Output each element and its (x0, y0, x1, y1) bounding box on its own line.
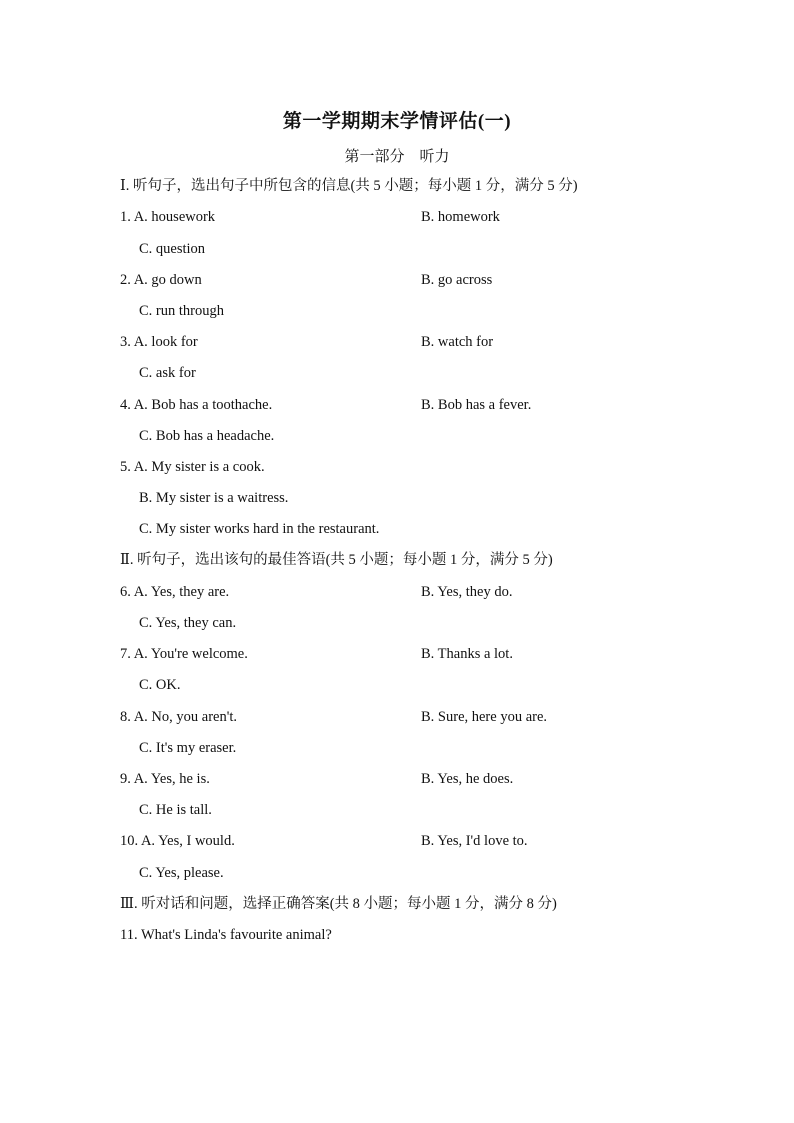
question-4-option-c: C. Bob has a headache. (139, 428, 275, 444)
question-6-option-c: C. Yes, they can. (139, 615, 237, 631)
question-number: 11. (120, 927, 138, 943)
question-10-option-c: C. Yes, please. (139, 865, 224, 881)
question-4-option-b: B. Bob has a fever. (421, 397, 532, 413)
option-a: A. go down (133, 272, 202, 288)
question-number: 3. (120, 334, 131, 350)
question-8-option-b: B. Sure, here you are. (421, 709, 548, 725)
question-10 (120, 832, 235, 850)
question-11 (120, 926, 332, 944)
question-9 (120, 770, 210, 788)
question-number: 4. (120, 397, 131, 413)
option-a: A. Yes, he is. (133, 771, 210, 787)
question-3-option-b: B. watch for (421, 334, 494, 350)
question-5-option-b: B. My sister is a waitress. (139, 490, 289, 506)
question-3 (120, 333, 198, 351)
question-number: 2. (120, 272, 131, 288)
section-heading-i: Ⅰ. 听句子，选出句子中所包含的信息(共 5 小题；每小题 1 分，满分 5 分) (120, 178, 578, 194)
question-number: 6. (120, 584, 131, 600)
option-a: A. No, you aren't. (133, 709, 237, 725)
option-a: A. look for (133, 334, 198, 350)
question-number: 10. (120, 833, 139, 849)
question-number: 9. (120, 771, 131, 787)
question-7-option-c: C. OK. (139, 677, 181, 693)
question-8 (120, 708, 237, 726)
question-2 (120, 271, 202, 289)
option-a: A. housework (133, 209, 216, 225)
question-number: 8. (120, 709, 131, 725)
question-number: 7. (120, 646, 131, 662)
part-title: 第一部分 听力 (344, 149, 450, 165)
question-9-option-c: C. He is tall. (139, 802, 212, 818)
question-5 (120, 458, 265, 476)
question-1-option-c: C. question (139, 241, 206, 257)
option-a: A. Bob has a toothache. (133, 397, 273, 413)
question-9-option-b: B. Yes, he does. (421, 771, 514, 787)
question-1 (120, 208, 215, 226)
question-6 (120, 583, 229, 601)
section-heading-ii: Ⅱ. 听句子，选出该句的最佳答语(共 5 小题；每小题 1 分，满分 5 分) (120, 552, 553, 568)
question-2-option-c: C. run through (139, 303, 224, 319)
question-3-option-c: C. ask for (139, 365, 196, 381)
question-1-option-b: B. homework (421, 209, 500, 225)
question-7 (120, 645, 248, 663)
question-7-option-b: B. Thanks a lot. (421, 646, 513, 662)
option-a: A. My sister is a cook. (133, 459, 265, 475)
question-2-option-b: B. go across (421, 272, 493, 288)
question-5-option-c: C. My sister works hard in the restaurant. (139, 521, 380, 537)
option-a: A. Yes, they are. (133, 584, 230, 600)
section-heading-iii: Ⅲ. 听对话和问题，选择正确答案(共 8 小题；每小题 1 分，满分 8 分) (120, 896, 557, 912)
page-title: 第一学期期末学情评估(一) (282, 111, 512, 132)
question-6-option-b: B. Yes, they do. (421, 584, 513, 600)
question-8-option-c: C. It's my eraser. (139, 740, 237, 756)
question-number: 5. (120, 459, 131, 475)
question-number: 1. (120, 209, 131, 225)
question-10-option-b: B. Yes, I'd love to. (421, 833, 528, 849)
option-a: A. You're welcome. (133, 646, 248, 662)
question-text: What's Linda's favourite animal? (140, 927, 332, 943)
option-a: A. Yes, I would. (140, 833, 235, 849)
question-4 (120, 396, 272, 414)
